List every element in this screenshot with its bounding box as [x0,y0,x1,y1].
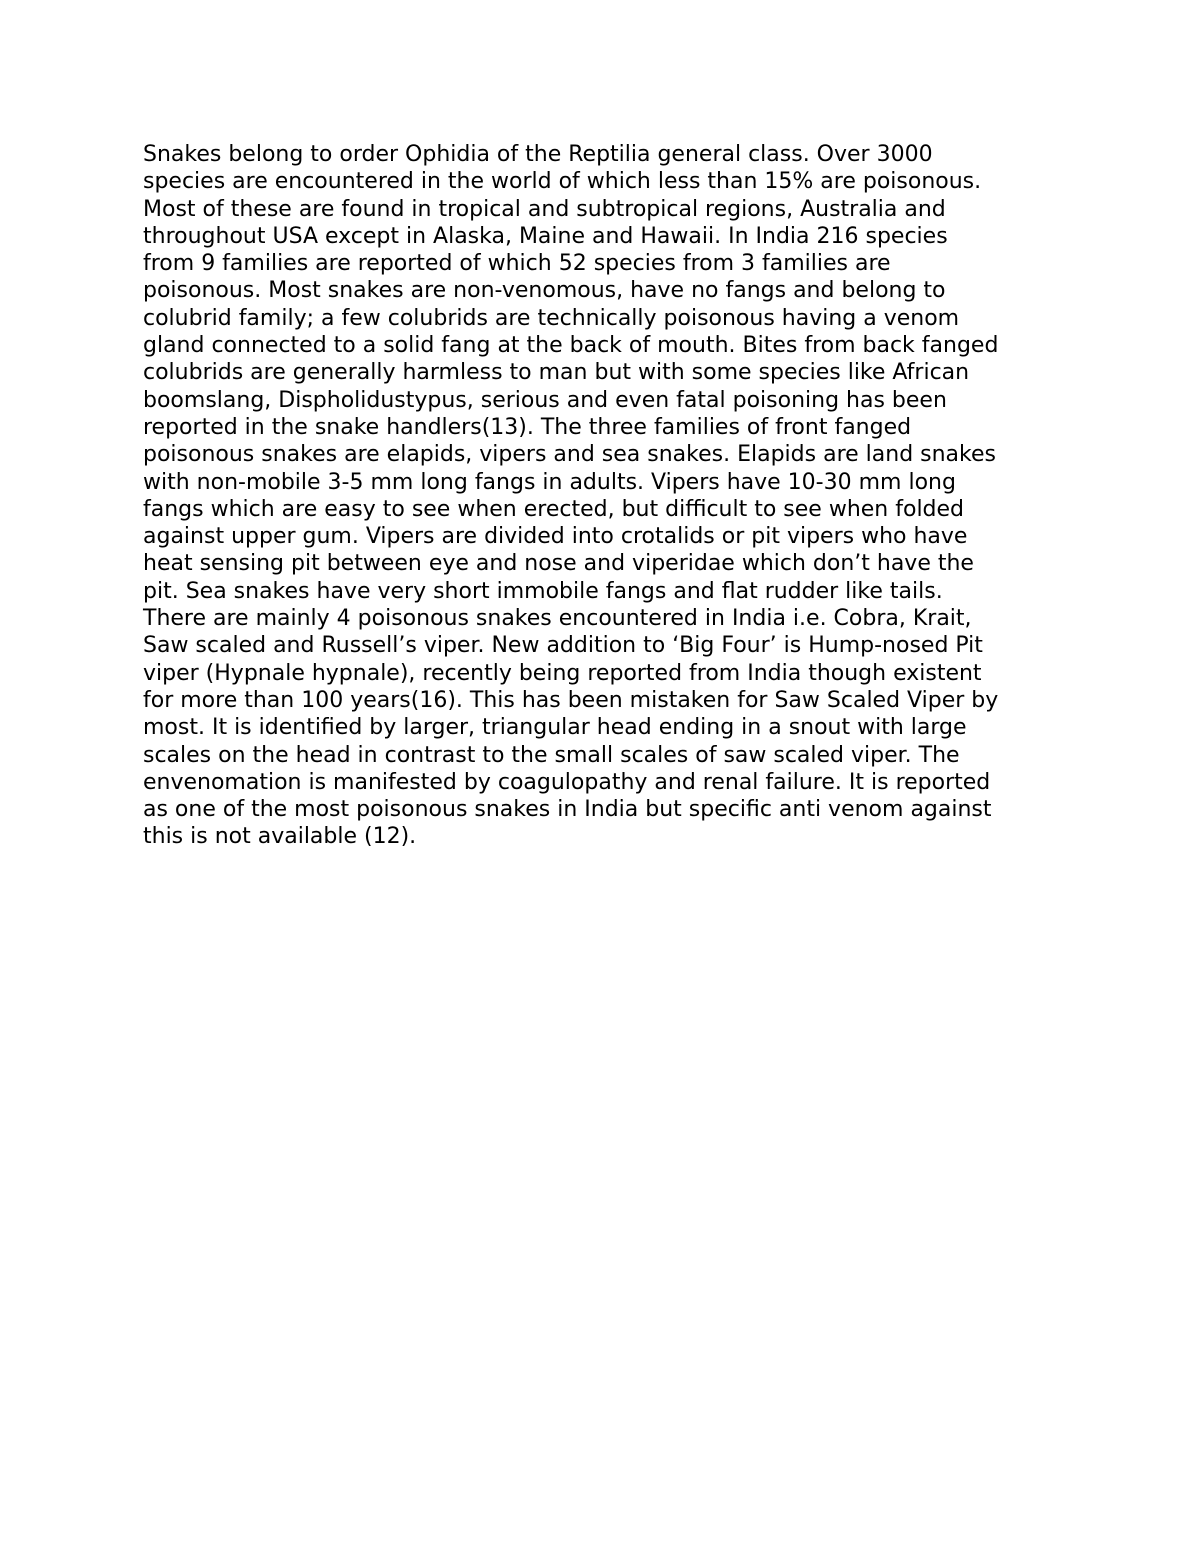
paragraph-line: poisonous. Most snakes are non-venomous, have no fangs and belong to [143,278,946,304]
paragraph-line: reported in the snake handlers(13). The three families of front fanged [143,414,912,440]
paragraph-line: with non-mobile 3-5 mm long fangs in adults. Vipers have 10-30 mm long [143,469,956,495]
paragraph-line: fangs which are easy to see when erected, but difficult to see when folded [143,496,965,522]
paragraph-line: poisonous snakes are elapids, vipers and sea snakes. Elapids are land snakes [143,442,996,468]
paragraph-line: heat sensing pit between eye and nose and viperidae which don’t have the [143,551,974,577]
paragraph-line: colubrid family; a few colubrids are technically poisonous having a venom [143,305,960,331]
paragraph-line: against upper gum. Vipers are divided into crotalids or pit vipers who have [143,524,968,550]
paragraph-line: most. It is identified by larger, triangular head ending in a snout with large [143,715,967,741]
paragraph-line: boomslang, Dispholidustypus, serious and even fatal poisoning has been [143,387,947,413]
paragraph-line: as one of the most poisonous snakes in India but specific anti venom against [143,797,992,823]
paragraph-line: envenomation is manifested by coagulopathy and renal failure. It is reported [143,769,991,795]
paragraph-line: colubrids are generally harmless to man but with some species like African [143,360,970,386]
paragraph-line: pit. Sea snakes have very short immobile fangs and flat rudder like tails. [143,578,943,604]
paragraph-line: this is not available (12). [143,824,417,850]
paragraph-line: from 9 families are reported of which 52 species from 3 families are [143,251,891,277]
paragraph-line: scales on the head in contrast to the small scales of saw scaled viper. The [143,742,960,768]
body-paragraph [143,141,1083,851]
paragraph-line: Snakes belong to order Ophidia of the Reptilia general class. Over 3000 [143,142,933,167]
paragraph-line: species are encountered in the world of which less than 15% are poisonous. [143,169,982,195]
paragraph-line: viper (Hypnale hypnale), recently being reported from India though existent [143,660,982,686]
paragraph-line: Saw scaled and Russell’s viper. New addition to ‘Big Four’ is Hump-nosed Pit [143,633,983,659]
paragraph-line: gland connected to a solid fang at the back of mouth. Bites from back fanged [143,333,999,359]
paragraph-line: Most of these are found in tropical and subtropical regions, Australia and [143,196,946,222]
paragraph-line: There are mainly 4 poisonous snakes encountered in India i.e. Cobra, Krait, [143,606,972,632]
paragraph-line: for more than 100 years(16). This has been mistaken for Saw Scaled Viper by [143,687,999,713]
paragraph-line: throughout USA except in Alaska, Maine and Hawaii. In India 216 species [143,223,948,249]
